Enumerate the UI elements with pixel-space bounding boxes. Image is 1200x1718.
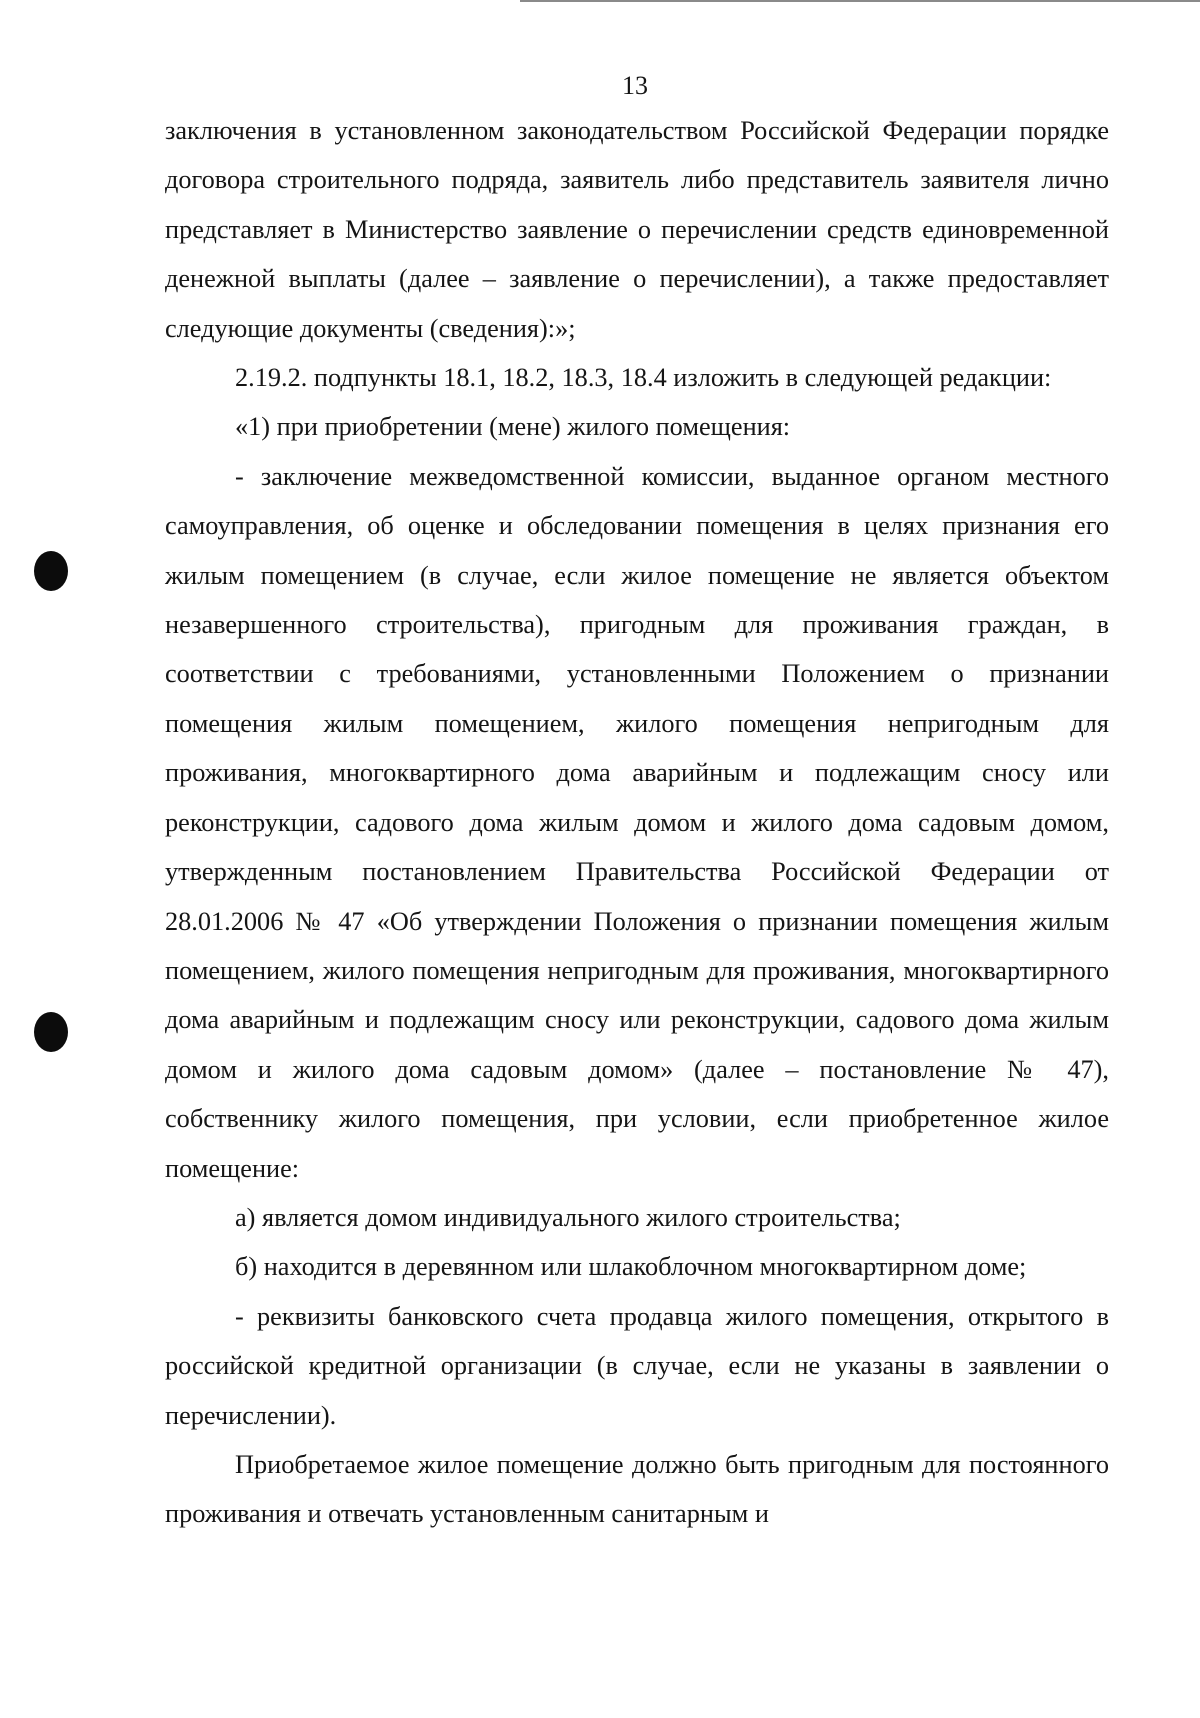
paragraph-item-heading: «1) при приобретении (мене) жилого помещения: <box>235 412 791 442</box>
paragraph-bank-details: - реквизиты банковского счета продавца жилого помещения, открытого в российской кредитной организации (в случае, если не указаны в заявлении о перечислении). <box>165 1301 1109 1430</box>
binder-hole-mark <box>34 1012 68 1052</box>
paragraph-condition-a: а) является домом индивидуального жилого строительства; <box>235 1202 901 1232</box>
paragraph-commission-conclusion: - заключение межведомственной комиссии, выданное органом местного самоуправления, об оценке и обследовании помещения в целях признания его жилым помещением (в случае, если жилое помещение не является объектом незавершенного строительства), пригодным для проживания граждан, в соответствии с требованиями, установленными Положением о признании помещения жилым помещением, жилого помещения непригодным для проживания, многоквартирного дома аварийным и подлежащим сносу или реконструкции, садового дома жилым домом и жилого дома садовым домом, утвержденным постановлением Правительства Российской Федерации от 28.01.2006 № 47 «Об утверждении Положения о признании помещения жилым помещением, жилого помещения непригодным для проживания, многоквартирного дома аварийным и подлежащим сносу или реконструкции, садового дома жилым домом и жилого дома садовым домом» (далее – постановление № 47), собственнику жилого помещения, при условии, если приобретенное жилое помещение: <box>165 461 1109 1183</box>
paragraph-continuation: заключения в установленном законодательством Российской Федерации порядке договора строительного подряда, заявитель либо представитель заявителя лично представляет в Министерство заявление о перечислении средств единовременной денежной выплаты (далее – заявление о перечислении), а также предоставляет следующие документы (сведения):»; <box>165 116 1109 343</box>
scan-edge-line <box>520 0 1200 2</box>
binder-hole-mark <box>34 551 68 591</box>
page-number: 13 <box>622 71 648 100</box>
paragraph-amendment-clause: 2.19.2. подпункты 18.1, 18.2, 18.3, 18.4 изложить в следующей редакции: <box>235 363 1052 393</box>
document-body <box>165 106 1109 1539</box>
paragraph-condition-b: б) находится в деревянном или шлакоблочном многоквартирном доме; <box>235 1252 1027 1282</box>
paragraph-requirements: Приобретаемое жилое помещение должно быть пригодным для постоянного проживания и отвечать установленным санитарным и <box>165 1449 1109 1529</box>
